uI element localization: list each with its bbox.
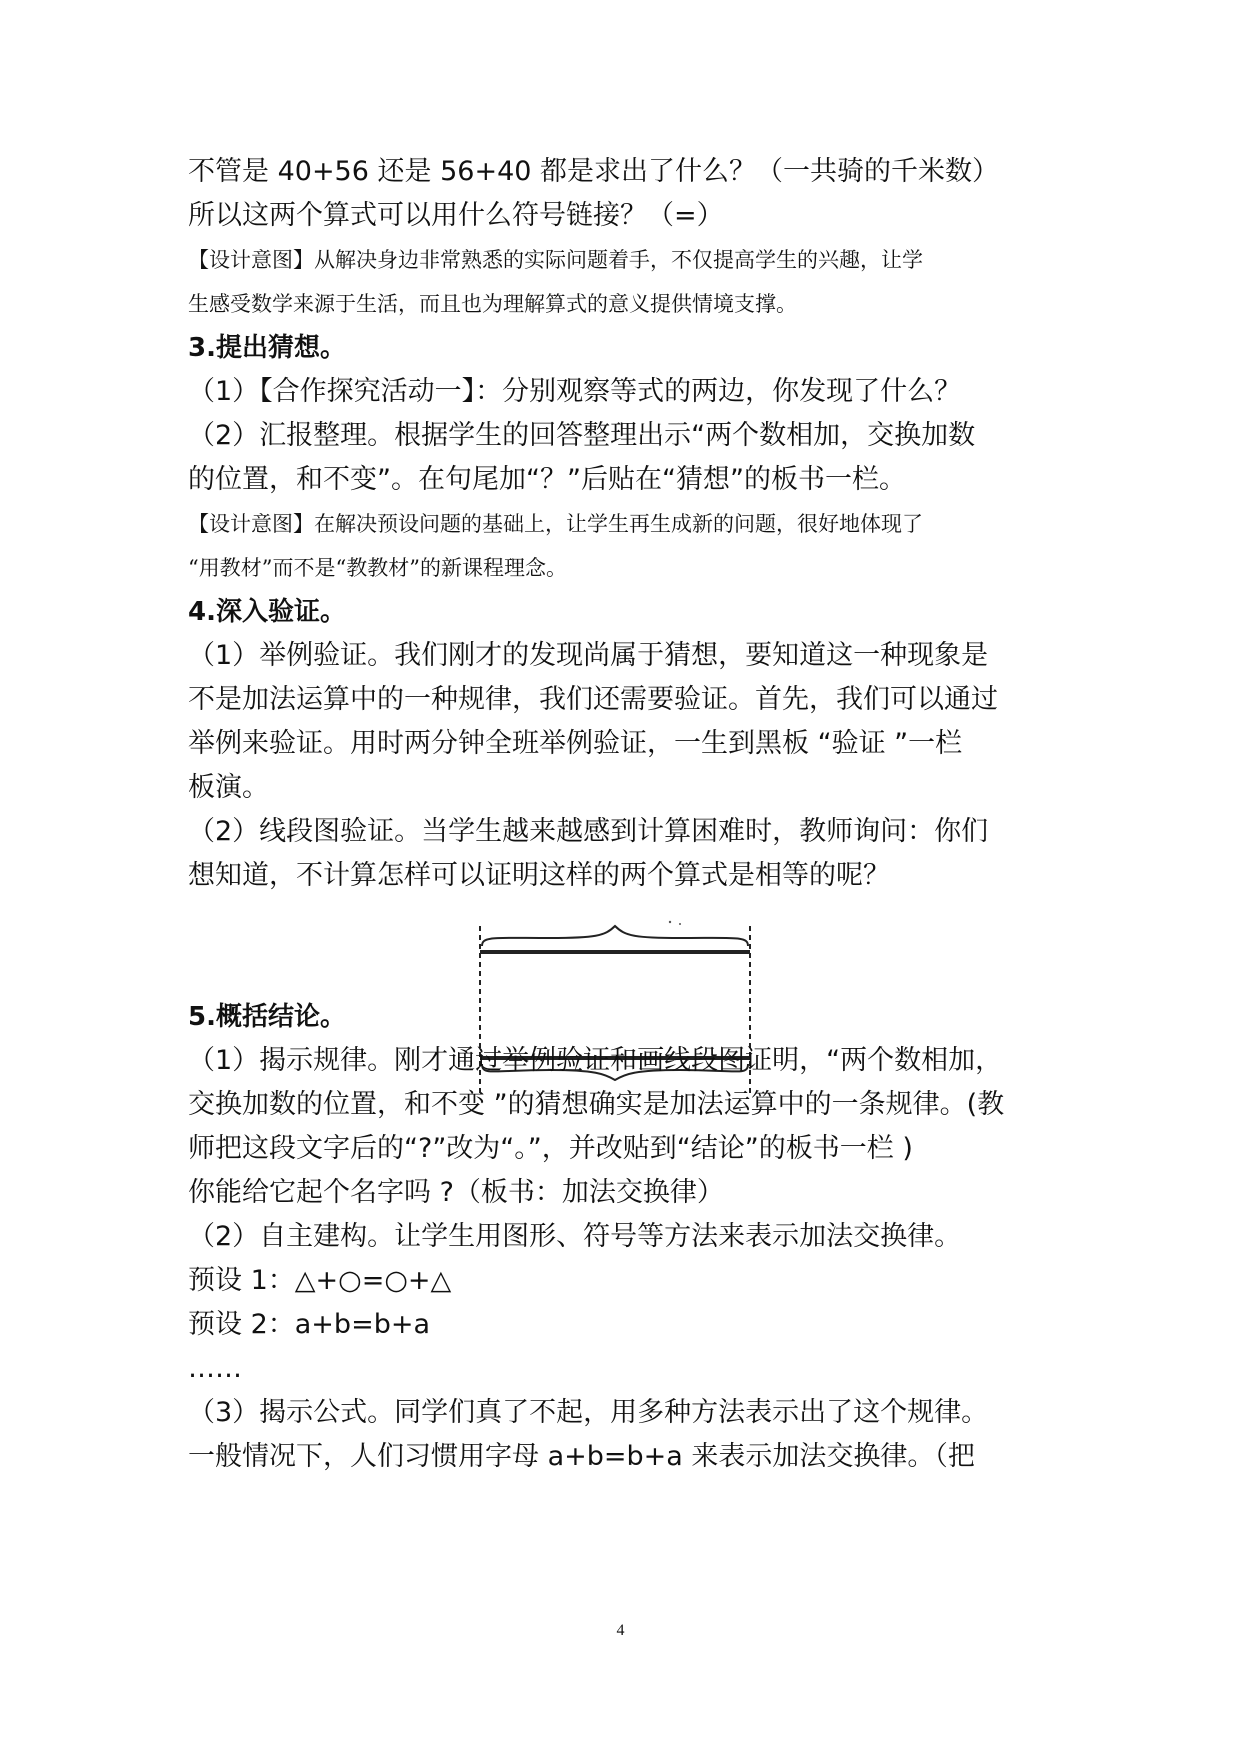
text-line: 师把这段文字后的“?”改为“。”，并改贴到“结论”的板书一栏 ): [188, 1133, 913, 1164]
text-line: 举例来验证。用时两分钟全班举例验证，一生到黑板 “验证 ”一栏: [188, 728, 963, 759]
section-heading: 4.深入验证。: [188, 597, 346, 627]
text-line: 预设 1：△+○=○+△: [188, 1265, 452, 1296]
text-line: 不管是 40+56 还是 56+40 都是求出了什么？（一共骑的千米数）: [188, 156, 1000, 187]
text-line: 预设 2：a+b=b+a: [188, 1309, 430, 1340]
text-line: 的位置，和不变”。在句尾加“？”后贴在“猜想”的板书一栏。: [188, 464, 906, 495]
text-block-lower: [188, 995, 1068, 1479]
section-heading: 5.概括结论。: [188, 1002, 346, 1032]
text-line: （2）汇报整理。根据学生的回答整理出示“两个数相加，交换加数: [188, 420, 976, 451]
text-line: （2）线段图验证。当学生越来越感到计算困难时，教师询问：你们: [188, 816, 989, 847]
text-line: 所以这两个算式可以用什么符号链接？（=）: [188, 200, 724, 231]
text-line: 交换加数的位置，和不变 ”的猜想确实是加法运算中的一条规律。(教: [188, 1089, 1005, 1120]
text-line: 想知道，不计算怎样可以证明这样的两个算式是相等的呢？: [188, 860, 890, 891]
text-line: （1）揭示规律。刚才通过举例验证和画线段图证明，“两个数相加，: [188, 1045, 1003, 1076]
text-line: ……: [188, 1353, 242, 1384]
text-line: （3）揭示公式。同学们真了不起，用多种方法表示出了这个规律。: [188, 1397, 989, 1428]
text-line: 一般情况下，人们习惯用字母 a+b=b+a 来表示加法交换律。（把: [188, 1441, 975, 1472]
text-line: （1）举例验证。我们刚才的发现尚属于猜想，要知道这一种现象是: [188, 640, 989, 671]
text-line: 板演。: [188, 772, 269, 803]
design-intent-note: 【设计意图】从解决身边非常熟悉的实际问题着手，不仅提高学生的兴趣，让学: [188, 248, 923, 272]
text-line: 你能给它起个名字吗 ?（板书：加法交换律）: [188, 1177, 724, 1208]
section-heading: 3.提出猜想。: [188, 333, 346, 363]
text-line: （2）自主建构。让学生用图形、符号等方法来表示加法交换律。: [188, 1221, 962, 1252]
text-line: 不是加法运算中的一种规律，我们还需要验证。首先，我们可以通过: [188, 684, 998, 715]
text-block-upper: [188, 150, 1068, 898]
page-number: 4: [616, 1622, 625, 1639]
design-intent-note: “用教材”而不是“教教材”的新课程理念。: [188, 556, 567, 580]
design-intent-note: 生感受数学来源于生活，而且也为理解算式的意义提供情境支撑。: [188, 292, 797, 316]
design-intent-note: 【设计意图】在解决预设问题的基础上，让学生再生成新的问题，很好地体现了: [188, 512, 923, 536]
text-line: （1）【合作探究活动一】：分别观察等式的两边，你发现了什么？: [188, 376, 962, 407]
